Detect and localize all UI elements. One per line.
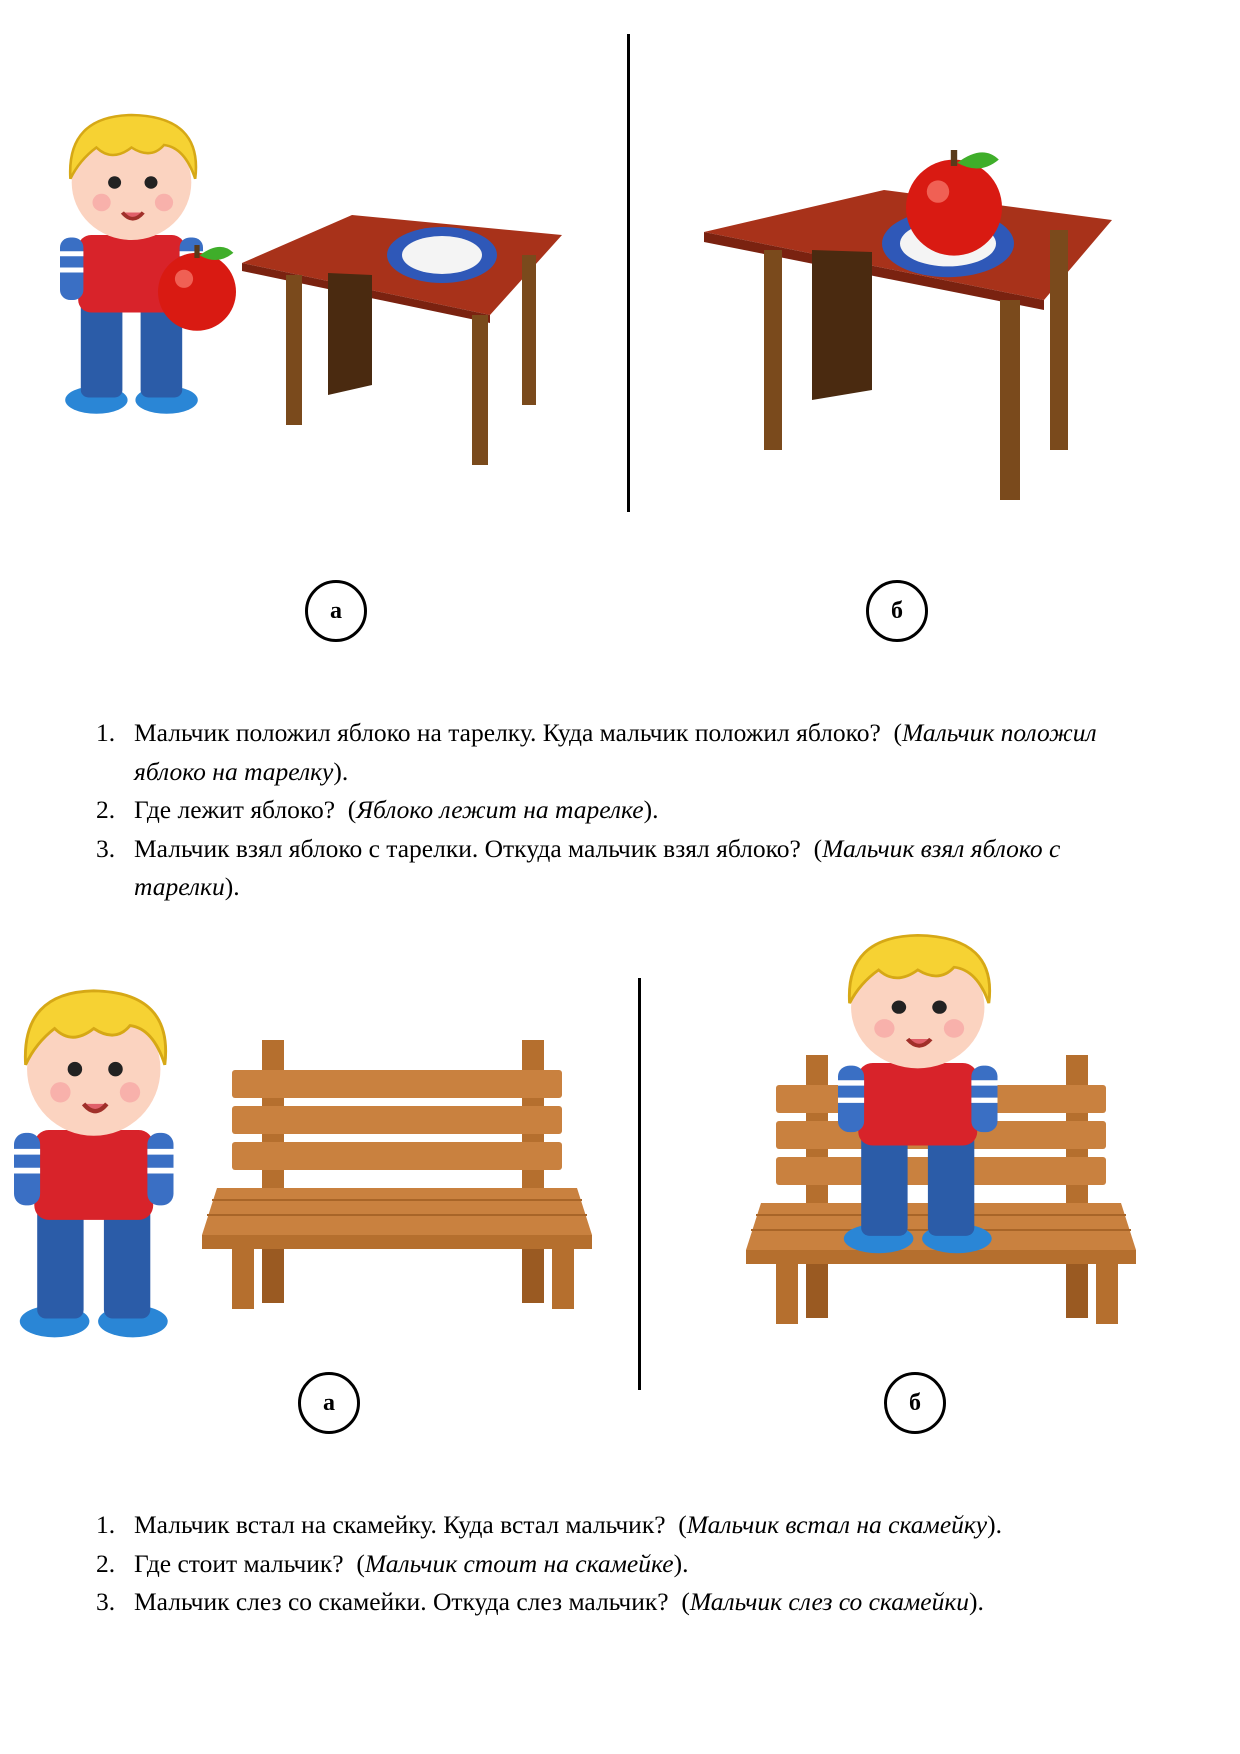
question-text: Где стоит мальчик?: [134, 1548, 344, 1578]
panel-label-bottom-a: [298, 1372, 360, 1434]
table-with-empty-plate-illustration: [242, 215, 572, 485]
question-text: Мальчик слез со скамейки. Откуда слез мальчик?: [134, 1587, 669, 1616]
question-text: Мальчик взял яблоко с тарелки. Откуда мальчик взял яблоко?: [134, 833, 801, 863]
panel-label-text: а: [323, 1389, 335, 1416]
question-text: Мальчик встал на скамейку. Куда встал мальчик?: [134, 1510, 666, 1539]
list-item: 1. Мальчик встал на скамейку. Куда встал мальчик? (Мальчик встал на скамейку).: [96, 1506, 1196, 1545]
apple-on-plate-illustration: [906, 150, 1016, 260]
list-item: 3. Мальчик слез со скамейки. Откуда слез мальчик? (Мальчик слез со скамейки).: [96, 1583, 1196, 1622]
question-text: Где лежит яблоко?: [134, 795, 336, 824]
answer-text: Мальчик слез со скамейки: [689, 1587, 969, 1616]
questions-top-list: [96, 714, 1156, 907]
boy-holding-apple-illustration: [60, 110, 220, 390]
item-number: 3.: [96, 1587, 116, 1616]
boy-next-to-bench-illustration: [14, 985, 184, 1345]
answer-text: Мальчик стоит на скамейке: [364, 1548, 674, 1578]
item-number: 1.: [96, 718, 116, 747]
list-item: 2. Где лежит яблоко? (Яблоко лежит на тарелке).: [96, 791, 1156, 830]
answer-text: Мальчик положил яблоко на тарелку: [134, 718, 1097, 786]
answer-text: Яблоко лежит на тарелке: [356, 795, 644, 824]
item-number: 1.: [96, 1510, 116, 1539]
boy-standing-on-bench-illustration: [838, 930, 1008, 1270]
panel-label-top-b: [866, 580, 928, 642]
item-number: 3.: [96, 833, 116, 863]
question-text: Мальчик положил яблоко на тарелку. Куда мальчик положил яблоко?: [134, 718, 881, 747]
item-number: 2.: [96, 795, 116, 824]
answer-text: Мальчик встал на скамейку: [686, 1510, 988, 1539]
answer-text: Мальчик взял яблоко с тарелки: [134, 833, 1061, 901]
list-item: 1. Мальчик положил яблоко на тарелку. Куда мальчик положил яблоко? (Мальчик положил яблоко на тарелку).: [96, 714, 1156, 791]
top-divider: [627, 34, 630, 512]
questions-bottom-list: [96, 1506, 1196, 1622]
panel-label-text: б: [909, 1389, 921, 1416]
panel-label-text: б: [891, 597, 903, 624]
panel-label-top-a: [305, 580, 367, 642]
list-item: 3. Мальчик взял яблоко с тарелки. Откуда мальчик взял яблоко? (Мальчик взял яблоко с тарелки).: [96, 830, 1156, 907]
item-number: 2.: [96, 1548, 116, 1578]
panel-label-text: а: [330, 597, 342, 624]
bench-illustration: [202, 1040, 622, 1340]
list-item: 2. Где стоит мальчик? (Мальчик стоит на скамейке).: [96, 1545, 1196, 1584]
panel-label-bottom-b: [884, 1372, 946, 1434]
bottom-divider: [638, 978, 641, 1390]
